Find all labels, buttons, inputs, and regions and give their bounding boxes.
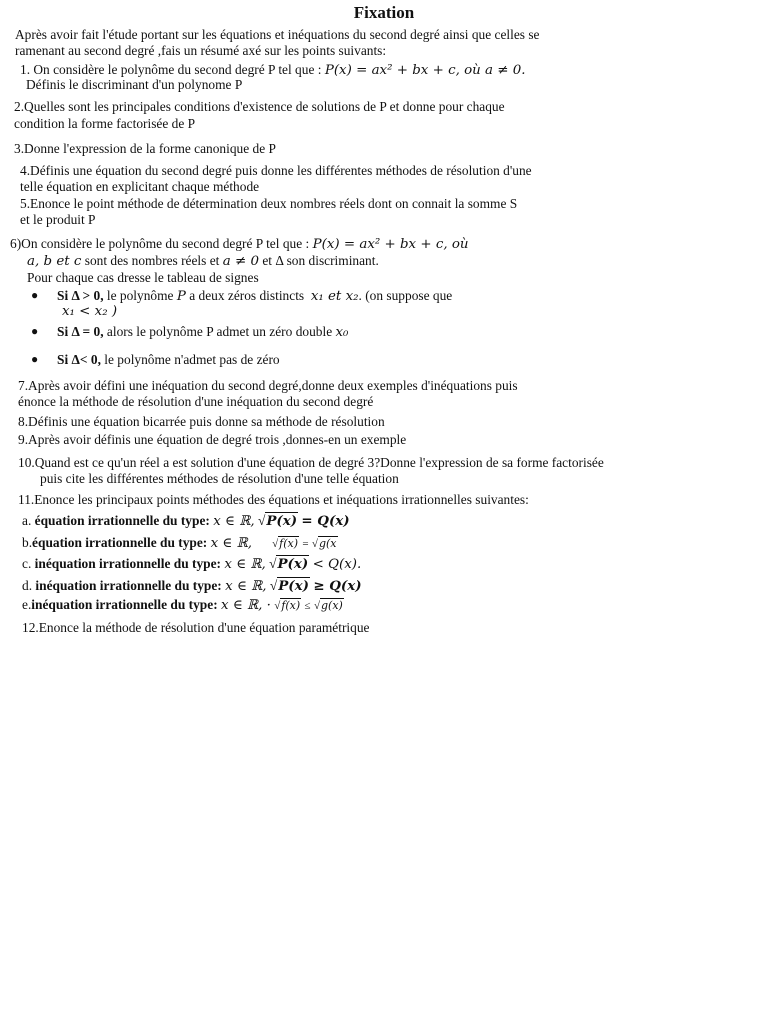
q6-line-3: Pour chaque cas dresse le tableau de signes [27,270,259,285]
q11-b-radicand-1: f(x) [279,537,298,550]
q6-case-1-condition: Si Δ > 0, [57,288,104,303]
q11-d-prefix: d. [22,578,33,593]
q11-item-d [22,578,362,595]
q11-d-radicand: P(x) [278,578,309,594]
square-root-icon: √f(x) [272,537,298,550]
bullet-icon: ● [31,288,39,302]
q2-line-2: condition la forme factorisée de P [14,116,196,131]
q10-line-2: puis cite les différentes méthodes de résolution d'une telle équation [40,471,399,486]
q11-e-prefix: e. [22,597,32,612]
q11-b-domain: x ∈ ℝ, [210,536,252,551]
q6-case-1-line-2: x₁ < x₂ ) [62,304,118,319]
q6-polynomial-formula: P(x) = ax² + bx + c, où [312,237,469,252]
q9-line-1: 9.Après avoir définis une équation de degré trois ,donnes-en un exemple [18,432,407,447]
q11-c-prefix: c. [22,556,32,571]
q11-e-radicand-2: g(x) [320,599,343,612]
q6-condition: a ≠ 0 [222,254,259,269]
q6-coefficients: a, b et c [27,254,82,269]
q1-line-2: Définis le discriminant d'un polynome P [26,77,243,92]
intro-line-2: ramenant au second degré ,fais un résumé axé sur les points suivants: [15,43,387,58]
q11-line-1: 11.Enonce les principaux points méthodes des équations et inéquations irrationnelles suivantes: [18,492,529,507]
q11-c-rhs: < Q(x). [312,557,362,572]
q6-case-1-text: le polynôme [106,288,174,303]
q6-line-1 [10,236,469,253]
q11-e-radicand-1: f(x) [281,599,301,612]
page-title: Fixation [353,3,415,22]
q6-case-1-text-2: a deux zéros distincts [189,288,305,303]
q4-line-1: 4.Définis une équation du second degré puis donne les différentes méthodes de résolution d'une [20,163,532,178]
q6-case-1-zeros: x₁ et x₂ [310,289,359,304]
q6-case-3-text: le polynôme n'admet pas de zéro [104,352,280,367]
q11-b-radicand-2: g(x [318,537,337,550]
q11-e-domain: x ∈ ℝ, · [221,598,271,613]
q11-a-domain: x ∈ ℝ, [213,514,255,529]
q11-b-relation: = [302,538,309,550]
q6-line-2-text-2: et Δ son discriminant. [262,253,379,268]
q11-e-relation: ≤ [304,600,311,612]
q11-item-b [22,535,338,552]
q11-item-e [22,597,344,614]
q6-case-1 [57,288,452,305]
q11-d-rhs: ≥ Q(x) [313,578,362,594]
q11-a-radicand: P(x) [266,513,298,529]
square-root-icon: √P(x) [269,556,309,572]
square-root-icon: √f(x) [274,599,301,612]
intro-line-1: Après avoir fait l'étude portant sur les équations et inéquations du second degré ainsi que celles se [15,27,540,42]
q6-case-3-condition: Si Δ< 0, [57,352,101,367]
q6-case-1-p: P [176,289,186,304]
q11-item-a [22,513,350,530]
bullet-icon: ● [31,352,39,366]
q1-text: 1. On considère le polynôme du second degré P tel que : [20,62,322,77]
q11-b-prefix: b. [22,535,33,550]
q6-line-2 [27,253,379,270]
q6-line-2-text: sont des nombres réels et [84,253,220,268]
q1-polynomial-formula: P(x) = ax² + bx + c, où a ≠ 0. [324,63,526,78]
q10-line-1: 10.Quand est ce qu'un réel a est solution d'une équation de degré 3?Donne l'expression de sa forme factorisée [18,455,604,470]
q7-line-2: énonce la méthode de résolution d'une inéquation du second degré [18,394,374,409]
q11-c-domain: x ∈ ℝ, [224,557,266,572]
q6-case-2-text: alors le polynôme P admet un zéro double [106,324,333,339]
q2-line-1: 2.Quelles sont les principales conditions d'existence de solutions de P et donne pour chaque [14,99,505,114]
q6-case-1-text-3: . (on suppose que [358,288,453,303]
q6-case-3 [57,352,280,368]
q3-line-1: 3.Donne l'expression de la forme canonique de P [14,141,276,156]
q11-d-domain: x ∈ ℝ, [225,579,267,594]
q11-e-label: inéquation irrationnelle du type: [31,597,218,612]
q11-b-label: équation irrationnelle du type: [32,535,208,550]
q6-case-2-condition: Si Δ = 0, [57,324,104,339]
q8-line-1: 8.Définis une équation bicarrée puis donne sa méthode de résolution [18,414,385,429]
q12-line-1: 12.Enonce la méthode de résolution d'une équation paramétrique [22,620,370,635]
square-root-icon: √g(x [311,537,337,550]
q11-a-prefix: a. [22,513,32,528]
square-root-icon: √g(x) [313,599,343,612]
square-root-icon: √P(x) [257,513,298,529]
q11-item-c [22,556,361,573]
bullet-icon: ● [31,324,39,338]
q11-c-label: inéquation irrationnelle du type: [34,556,222,571]
q6-text: 6)On considère le polynôme du second degré P tel que : [10,236,310,251]
q11-a-label: équation irrationnelle du type: [34,513,210,528]
q5-line-1: 5.Enonce le point méthode de détermination deux nombres réels dont on connait la somme S [20,196,518,211]
q11-a-rhs: = Q(x) [301,513,350,529]
square-root-icon: √P(x) [269,578,309,594]
q6-case-2-zero: x₀ [335,325,349,340]
q4-line-2: telle équation en explicitant chaque méthode [20,179,260,194]
q11-c-radicand: P(x) [277,556,309,572]
q7-line-1: 7.Après avoir défini une inéquation du second degré,donne deux exemples d'inéquations puis [18,378,518,393]
q6-case-2 [57,324,348,341]
q5-line-2: et le produit P [20,212,96,227]
q11-d-label: inéquation irrationnelle du type: [35,578,222,593]
